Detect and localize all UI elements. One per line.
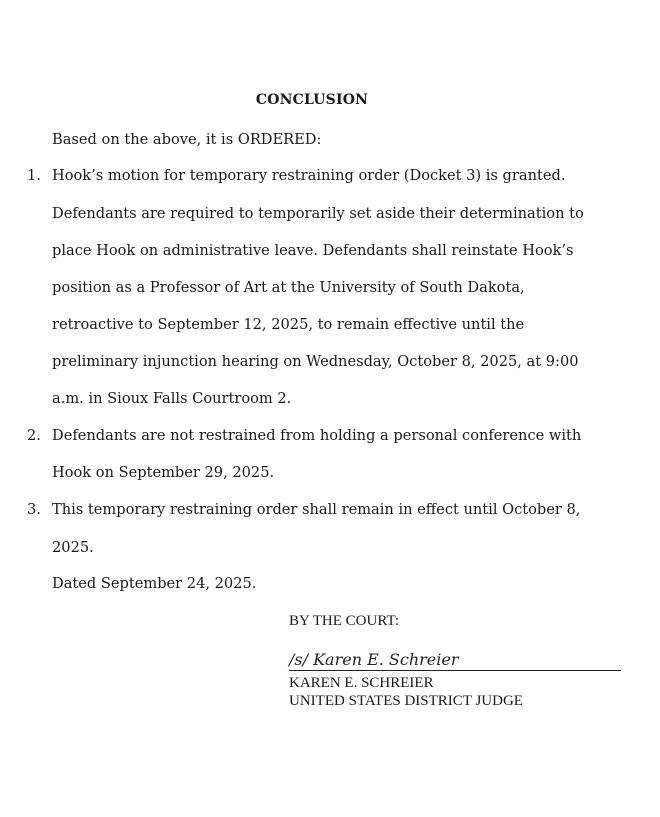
item-line: Defendants are required to temporarily set aside their determination to [52,205,584,222]
item-line: Hook’s motion for temporary restraining order (Docket 3) is granted. [52,167,566,184]
dated-line: Dated September 24, 2025. [52,575,257,592]
item-line: position as a Professor of Art at the University of South Dakota, [52,279,525,296]
item-number: 1. [27,167,41,184]
item-number: 2. [27,427,41,444]
item-line: preliminary injunction hearing on Wednesday, October 8, 2025, at 9:00 [52,353,579,370]
item-line: place Hook on administrative leave. Defendants shall reinstate Hook’s [52,242,574,259]
item-number: 3. [27,501,41,518]
item-line: a.m. in Sioux Falls Courtroom 2. [52,390,292,407]
item-line: retroactive to September 12, 2025, to remain effective until the [52,316,525,333]
item-line: This temporary restraining order shall remain in effect until October 8, [52,501,581,518]
judge-name: KAREN E. SCHREIER [289,675,434,691]
item-line: Hook on September 29, 2025. [52,464,275,481]
signature-line [289,650,621,671]
signature: /s/ Karen E. Schreier [289,650,459,669]
section-heading: CONCLUSION [255,92,369,108]
by-the-court: BY THE COURT: [289,613,400,629]
item-line: Defendants are not restrained from holding a personal conference with [52,427,582,444]
item-line: 2025. [52,539,94,556]
intro-text: Based on the above, it is ORDERED: [52,131,322,148]
judge-title: UNITED STATES DISTRICT JUDGE [289,693,523,709]
